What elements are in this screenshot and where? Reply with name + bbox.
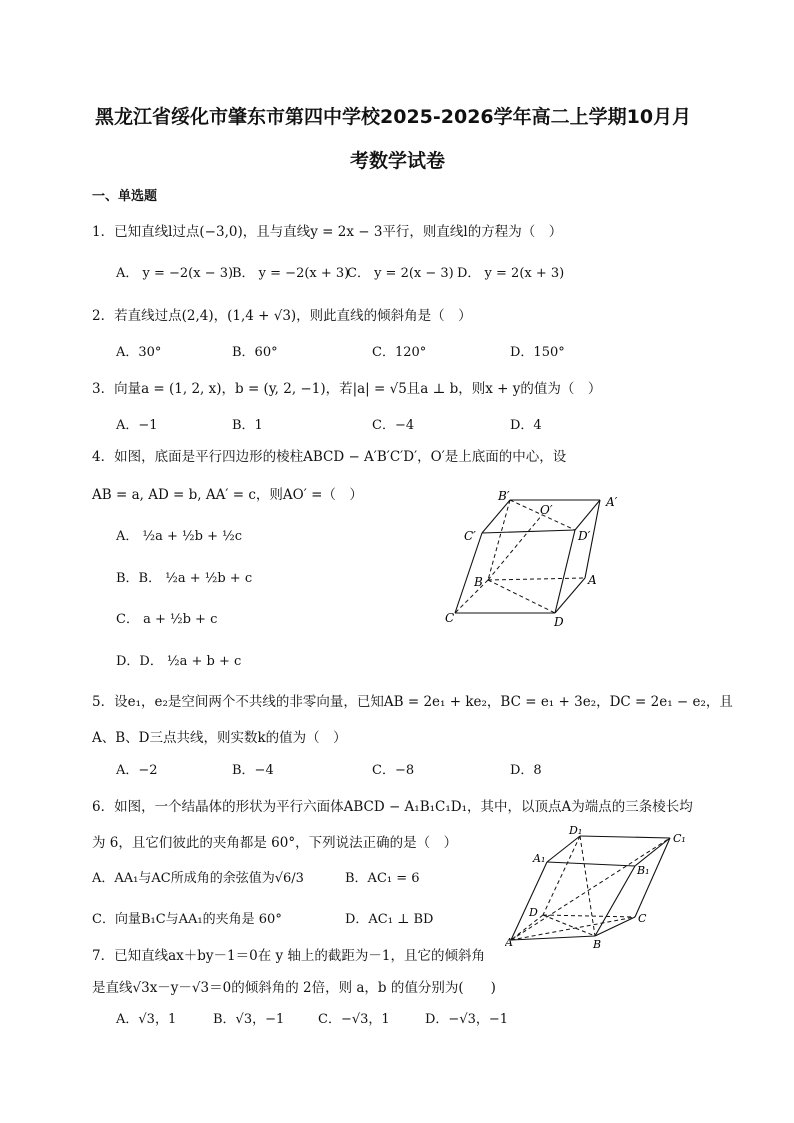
label-c-prime: C′ <box>464 529 476 543</box>
label-c1: C₁ <box>673 832 686 845</box>
question-4-option-a: A． ½a + ½b + ½c <box>116 529 242 544</box>
question-2-option-a: A．30° <box>116 345 162 360</box>
question-5-option-a: A．−2 <box>116 763 158 778</box>
question-5-option-c: C．−8 <box>372 763 415 778</box>
question-6-option-a: A．AA₁与AC所成角的余弦值为√6/3 <box>92 871 304 886</box>
question-3-option-c: C．−4 <box>372 418 415 433</box>
question-7-stem-line1: 7．已知直线ax＋by－1＝0在 y 轴上的截距为－1，且它的倾斜角 <box>92 948 485 964</box>
label-a: A <box>588 573 597 587</box>
question-6-option-c: C．向量B₁C与AA₁的夹角是 60° <box>92 912 282 927</box>
question-5-option-d: D．8 <box>510 763 542 778</box>
prism-figure <box>440 488 640 628</box>
question-6-stem-line1: 6．如图，一个结晶体的形状为平行六面体ABCD − A₁B₁C₁D₁，其中，以顶点A为端点的三条棱长均 <box>92 799 693 815</box>
question-6-stem-line2: 为 6，且它们彼此的夹角都是 60°，下列说法正确的是（ ） <box>92 835 458 851</box>
label-b: B <box>593 938 602 951</box>
question-7-option-c: C．−√3，1 <box>318 1012 390 1027</box>
label-d: D <box>554 615 564 628</box>
label-a1: A₁ <box>533 852 546 865</box>
page-title-line2: 考数学试卷 <box>350 150 446 172</box>
question-2-option-d: D．150° <box>510 345 565 360</box>
label-b: B <box>474 575 483 589</box>
label-a-prime: A′ <box>606 495 618 509</box>
question-1-option-a: A． y = −2(x − 3) <box>116 266 234 281</box>
question-7-option-a: A．√3，1 <box>116 1012 177 1027</box>
question-4-option-d: D．D． ½a + b + c <box>116 654 242 669</box>
question-2-option-b: B．60° <box>232 345 278 360</box>
question-7-option-b: B．√3，−1 <box>213 1012 285 1027</box>
label-c: C <box>445 611 455 625</box>
question-5-stem-line2: A、B、D三点共线，则实数k的值为（ ） <box>92 730 347 746</box>
question-3-option-d: D．4 <box>510 418 542 433</box>
question-1-option-b: B． y = −2(x + 3) <box>232 266 350 281</box>
label-a: A <box>505 936 513 949</box>
question-5-option-b: B．−4 <box>232 763 274 778</box>
question-3-option-b: B．1 <box>232 418 263 433</box>
label-b1: B₁ <box>637 864 650 877</box>
question-6-option-b: B．AC₁ = 6 <box>345 871 420 886</box>
question-4-option-b: B．B． ½a + ½b + c <box>116 571 253 586</box>
parallelepiped-figure <box>505 822 695 952</box>
question-4-stem-line1: 4．如图，底面是平行四边形的棱柱ABCD − A′B′C′D′，O′是上底面的中心，设 <box>92 449 567 465</box>
section-heading: 一、单选题 <box>92 189 158 204</box>
question-7-option-d: D．−√3，−1 <box>425 1012 509 1027</box>
question-4-stem-line2: AB = a, AD = b, AA′ = c，则AO′ =（ ） <box>92 487 363 503</box>
question-2-stem: 2．若直线过点(2,4)，(1,4 + √3)，则此直线的倾斜角是（ ） <box>92 308 472 324</box>
question-7-stem-line2: 是直线√3x－y－√3＝0的倾斜角的 2倍，则 a，b 的值分别为( ) <box>92 980 496 996</box>
label-b-prime: B′ <box>498 489 510 503</box>
question-5-stem-line1: 5．设e₁，e₂是空间两个不共线的非零向量，已知AB = 2e₁ + ke₂，BC = e₁ + 3e₂，DC = 2e₁ − e₂，且 <box>92 694 733 710</box>
question-1-option-c: C． y = 2(x − 3) <box>347 266 454 281</box>
label-c: C <box>638 912 647 925</box>
label-o-prime: O′ <box>540 503 553 517</box>
question-3-option-a: A．−1 <box>116 418 158 433</box>
question-6-option-d: D．AC₁ ⊥ BD <box>345 912 434 927</box>
question-2-option-c: C．120° <box>372 345 427 360</box>
label-d: D <box>529 906 538 919</box>
label-d1: D₁ <box>569 824 583 837</box>
label-d-prime: D′ <box>578 529 591 543</box>
question-1-stem: 1．已知直线l过点(−3,0)，且与直线y = 2x − 3平行，则直线l的方程为（ ） <box>92 224 563 240</box>
page-title-line1: 黑龙江省绥化市肇东市第四中学校2025-2026学年高二上学期10月月 <box>95 106 692 128</box>
question-1-option-d: D． y = 2(x + 3) <box>457 266 565 281</box>
question-4-option-c: C． a + ½b + c <box>116 612 218 627</box>
question-3-stem: 3．向量a = (1, 2, x)，b = (y, 2, −1)，若|a| = √5且a ⊥ b，则x + y的值为（ ） <box>92 381 602 397</box>
